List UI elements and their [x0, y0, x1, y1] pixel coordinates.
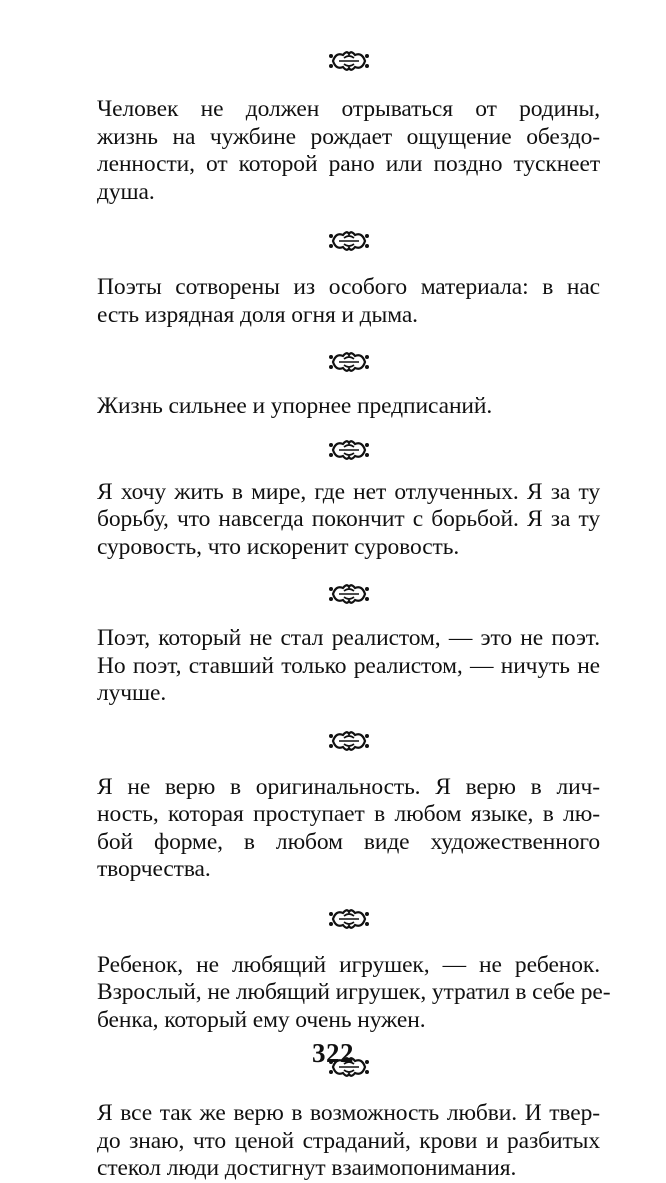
- floral-ornament-icon: [327, 48, 371, 74]
- paragraph-3: Жизнь сильнее и упорнее предписаний.: [97, 393, 493, 419]
- page-body: [97, 48, 611, 1183]
- paragraph-4: Я хочу жить в мире, где нет отлученных. Я за ту борьбу, что навсегда покончит с борьбой. Я за ту суровость, что искоренит суровость.: [97, 478, 600, 560]
- paragraph-1: Человек не должен отрываться от родины, жизнь на чужбине рождает ощущение обездо- ленности, от которой рано или поздно тускнеет душа.: [97, 96, 600, 205]
- floral-ornament-icon: [327, 437, 371, 463]
- paragraph-8: Я все так же верю в возможность любви. И твер- до знаю, что ценой страданий, крови и разбитых стекол люди достигнут взаимопонимания.: [97, 1100, 600, 1181]
- floral-ornament-icon: [327, 581, 371, 607]
- paragraph-2: Поэты сотворены из особого материала: в нас есть изрядная доля огня и дыма.: [97, 274, 600, 328]
- page-number: 322: [312, 1038, 354, 1068]
- floral-ornament-icon: [327, 349, 371, 375]
- paragraph-6: Я не верю в оригинальность. Я верю в лич- ность, которая проступает в любом языке, в лю- бой форме, в любом виде художественного творчества.: [97, 773, 600, 882]
- paragraph-5: Поэт, который не стал реалистом, — это не поэт. Но поэт, ставший только реалистом, — ничуть не лучше.: [97, 625, 600, 706]
- floral-ornament-icon: [327, 228, 371, 254]
- paragraph-7: Ребенок, не любящий игрушек, — не ребенок. Взрослый, не любящий игрушек, утратил в себе ре- бенка, который ему очень нужен.: [97, 951, 611, 1033]
- floral-ornament-icon: [327, 728, 371, 754]
- floral-ornament-icon: [327, 906, 371, 932]
